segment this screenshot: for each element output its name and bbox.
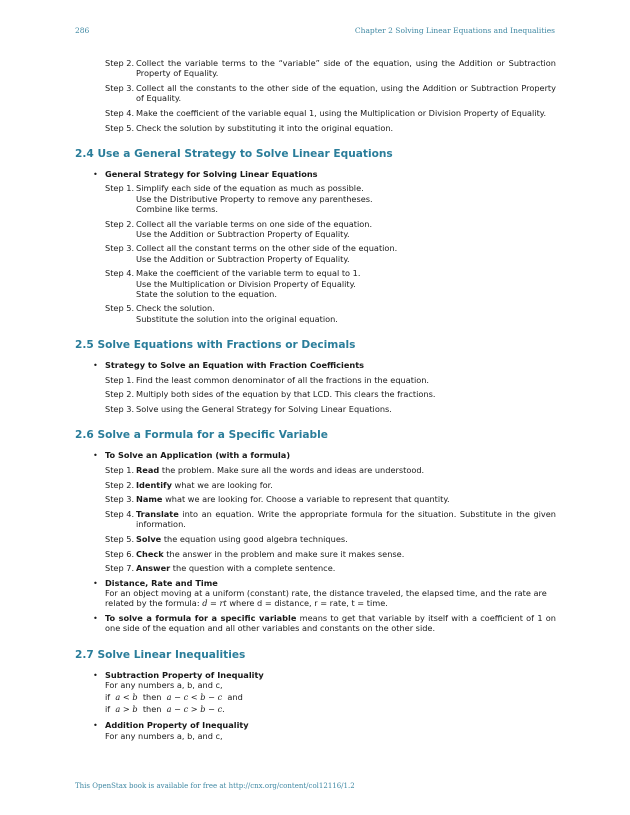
- bullet-icon: •: [93, 168, 98, 179]
- step-item: Step 5. Solve the equation using good algebra techniques.: [105, 533, 348, 544]
- bullet-item: • Subtraction Property of Inequality For any numbers a, b, and c, if a < b then a − c < b − c and if a > b then a − c > b − c.: [93, 670, 556, 715]
- page-number: 286: [75, 26, 90, 35]
- bullet-item: • General Strategy for Solving Linear Equations: [93, 168, 318, 179]
- step-list-2-5: [105, 375, 556, 415]
- inequality-line: if a < b then a − c < b − c and: [105, 691, 243, 702]
- step-item: Step 4. Make the coefficient of the variable term to equal to 1. Use the Multiplication or Division Property of Equality. State the solution to the equation.: [105, 268, 361, 299]
- bullet-icon: •: [93, 613, 98, 624]
- step-list-2-6: [105, 465, 556, 574]
- bullet-icon: •: [93, 359, 98, 370]
- step-item: Step 4. Translate into an equation. Write the appropriate formula for the situation. Substitute in the given information.: [105, 508, 556, 530]
- step-item: Step 5. Check the solution by substituting it into the original equation.: [105, 122, 394, 133]
- step-item: Step 1. Find the least common denominator of all the fractions in the equation.: [105, 374, 430, 385]
- top-step-list: [105, 58, 556, 133]
- step-item: Step 3. Solve using the General Strategy for Solving Linear Equations.: [105, 403, 392, 414]
- step-list-2-4: [105, 183, 556, 323]
- step-item: Step 3. Collect all the constants to the other side of the equation, using the Addition or Subtraction Property of Equality.: [105, 82, 556, 104]
- step-item: Step 6. Check the answer in the problem and make sure it makes sense.: [105, 548, 405, 559]
- bullet-item: • Strategy to Solve an Equation with Fraction Coefficients: [93, 359, 365, 370]
- step-item: Step 7. Answer the question with a complete sentence.: [105, 563, 336, 574]
- bullet-icon: •: [93, 578, 98, 588]
- page-content: [75, 58, 556, 745]
- bullet-icon: •: [93, 669, 98, 680]
- section-heading-2-5: 2.5 Solve Equations with Fractions or Decimals: [75, 338, 356, 351]
- bullet-item: • Distance, Rate and Time For an object moving at a uniform (constant) rate, the distance traveled, the elapsed time, and the rate are related by the formula: d = rt where d = distance, r = rate, t = time.: [93, 578, 547, 609]
- distance-formula: d = rt: [202, 598, 227, 609]
- step-item: Step 4. Make the coefficient of the variable equal 1, using the Multiplication or Division Property of Equality.: [105, 107, 547, 118]
- section-heading-2-4: 2.4 Use a General Strategy to Solve Linear Equations: [75, 147, 393, 160]
- bullet-icon: •: [93, 720, 98, 731]
- step-item: Step 3. Name what we are looking for. Choose a variable to represent that quantity.: [105, 494, 450, 505]
- bullet-item: • Addition Property of Inequality For any numbers a, b, and c,: [93, 720, 249, 741]
- step-item: Step 1. Read the problem. Make sure all the words and ideas are understood.: [105, 464, 425, 475]
- step-item: Step 2. Identify what we are looking for.: [105, 479, 273, 490]
- section-heading-2-6: 2.6 Solve a Formula for a Specific Variable: [75, 429, 328, 442]
- step-item: Step 2. Multiply both sides of the equation by that LCD. This clears the fractions.: [105, 389, 436, 400]
- step-item: Step 2. Collect the variable terms to the “variable” side of the equation, using the Addition or Subtraction Property of Equality.: [105, 58, 556, 79]
- bullet-item: • To Solve an Application (with a formula): [93, 450, 291, 461]
- chapter-header: Chapter 2 Solving Linear Equations and Inequalities: [354, 26, 555, 35]
- step-item: Step 1. Simplify each side of the equation as much as possible. Use the Distributive Property to remove any parentheses. Combine like terms.: [105, 183, 373, 214]
- step-item: Step 3. Collect all the constant terms on the other side of the equation. Use the Addition or Subtraction Property of Equality.: [105, 243, 398, 264]
- footer-note: This OpenStax book is available for free at http://cnx.org/content/col12116/1.2: [75, 782, 355, 790]
- section-heading-2-7: 2.7 Solve Linear Inequalities: [75, 648, 246, 661]
- bullet-item: • To solve a formula for a specific variable means to get that variable by itself with a coefficient of 1 on one side of the equation and all other variables and constants on the other side.: [93, 613, 556, 634]
- bullet-icon: •: [93, 450, 98, 461]
- step-item: Step 5. Check the solution. Substitute the solution into the original equation.: [105, 303, 338, 324]
- inequality-line: if a > b then a − c > b − c.: [105, 704, 225, 715]
- step-item: Step 2. Collect all the variable terms on one side of the equation. Use the Addition or Subtraction Property of Equality.: [105, 218, 373, 239]
